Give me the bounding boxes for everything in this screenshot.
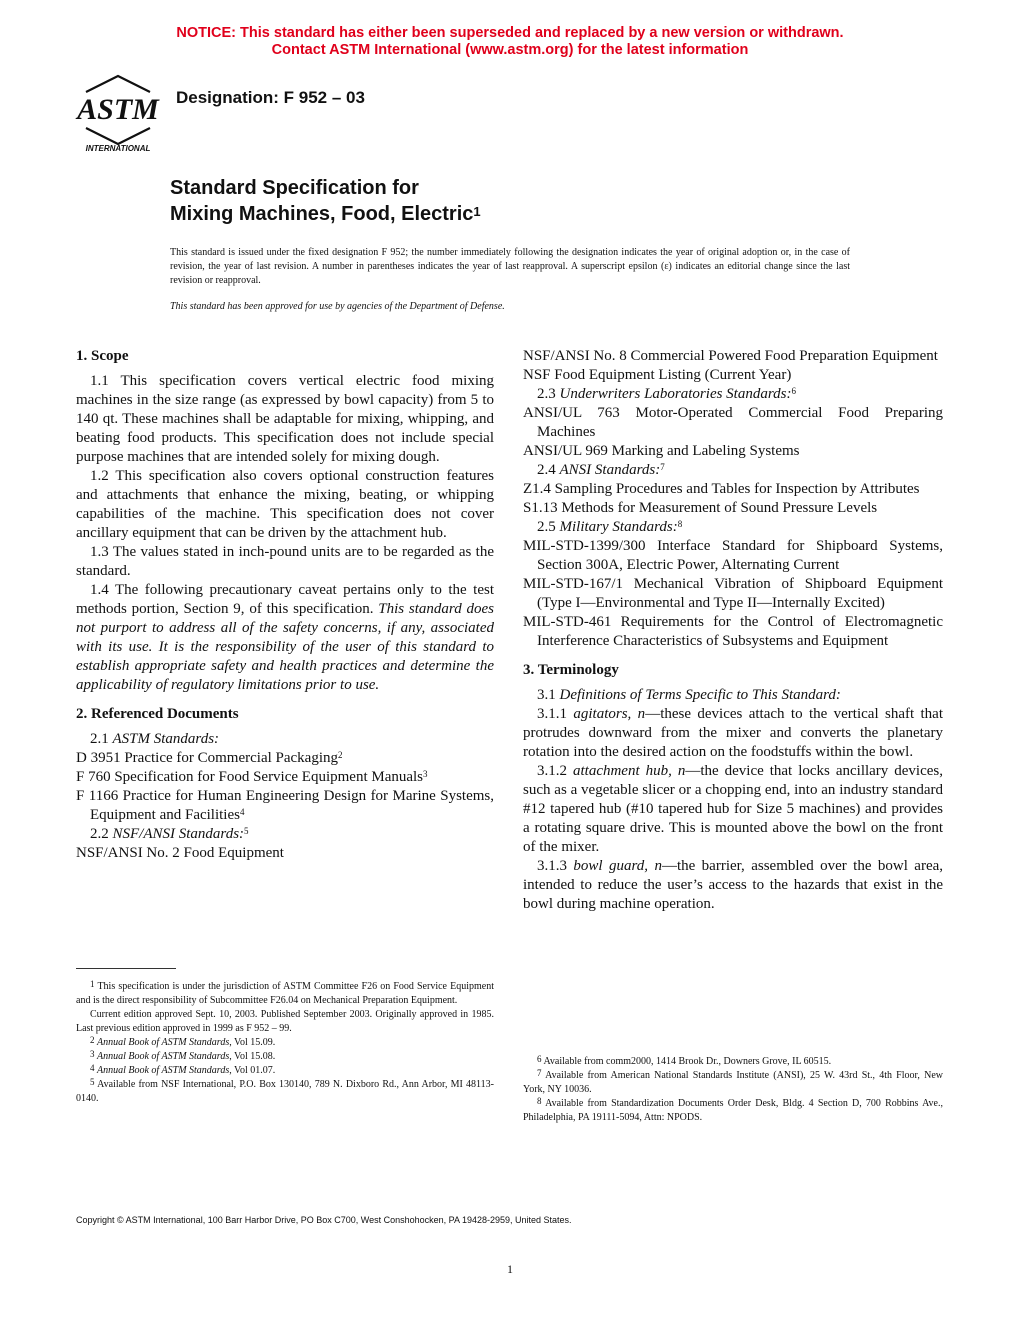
designation: Designation: F 952 – 03 [176, 88, 365, 107]
logo-letters: ASTM [77, 93, 159, 126]
footnote-7: $^7$ Available from American National Standards Institute (ANSI), 25 W. 43rd St., 4th Floor, New York, NY 10036. [523, 1068, 943, 1095]
footnote-1: $^1$ This specification is under the jurisdiction of ASTM Committee F26 on Food Service Equipment and is the direct responsibility of Subcommittee F26.04 on Mechanical Preparation Equipment. [76, 979, 494, 1006]
scope-heading: 1. Scope [76, 348, 129, 364]
notice-line-1: NOTICE: This standard has either been superseded and replaced by a new version or withdrawn. [176, 25, 844, 41]
scope-1-4: 1.4 The following precautionary caveat pertains only to the test methods portion, Section 9, of this specification. This standard does not purport to address all of the safety concerns, if any, associated with its use. It is the responsibility of the user of this standard to establish appropriate safety and health practices and determine the applicability of regulatory limitations prior to use. [76, 582, 494, 693]
references-heading: 2. Referenced Documents [76, 706, 239, 722]
ref-2-5: 2.5 Military Standards:$^8$ [537, 519, 683, 535]
term-3-1-1: 3.1.1 agitators, n—these devices attach to the vertical shaft that protrudes downward from the mixer and converts the planetary rotation into the desired action on the foodstuffs within the bowl. [523, 706, 943, 760]
issued-note: This standard is issued under the fixed designation F 952; the number immediately following the designation indicates the year of original adoption or, in the case of revision, the year of last revision. A number in parentheses indicates the year of last reapproval. A superscript epsilon (ε) indicates an editorial change since the last revision or reapproval. [170, 247, 850, 286]
footnote-4: $^4$ Annual Book of ASTM Standards, Vol 01.07. [90, 1063, 276, 1076]
footnote-6: $^6$ Available from comm2000, 1414 Brook Dr., Downers Grove, IL 60515. [537, 1054, 832, 1067]
ref-z14: Z1.4 Sampling Procedures and Tables for Inspection by Attributes [523, 481, 920, 497]
title-line-2: Mixing Machines, Food, Electric$^1$ [170, 203, 481, 225]
footnote-3: $^3$ Annual Book of ASTM Standards, Vol 15.08. [90, 1049, 276, 1062]
term-3-1-3: 3.1.3 bowl guard, n—the barrier, assembled over the bowl area, intended to reduce the user’s access to the hazards that exist in the bowl during machine operation. [523, 858, 944, 912]
logo-caption: INTERNATIONAL [85, 144, 151, 152]
ref-nsf-listing: NSF Food Equipment Listing (Current Year) [523, 367, 792, 383]
notice-line-2: Contact ASTM International (www.astm.org) for the latest information [271, 42, 749, 58]
footnote-rule-left [76, 968, 176, 969]
document-title [170, 175, 481, 227]
ref-ul763: ANSI/UL 763 Motor-Operated Commercial Food Preparing Machines [523, 405, 943, 440]
ref-f1166: F 1166 Practice for Human Engineering Design for Marine Systems, Equipment and Facilities$^4$ [76, 788, 494, 823]
footnote-8: $^8$ Available from Standardization Documents Order Desk, Bldg. 4 Section D, 700 Robbins Ave., Philadelphia, PA 19111-5094, Attn: NPODS. [523, 1096, 943, 1123]
term-3-1: 3.1 Definitions of Terms Specific to This Standard: [537, 687, 841, 703]
ref-2-1: 2.1 ASTM Standards: [90, 731, 220, 747]
ref-mil1399: MIL-STD-1399/300 Interface Standard for Shipboard Systems, Section 300A, Electric Power, Alternating Current [523, 538, 943, 573]
copyright: Copyright © ASTM International, 100 Barr Harbor Drive, PO Box C700, West Conshohocken, PA 19428-2959, United States. [76, 1215, 572, 1225]
ref-d3951: D 3951 Practice for Commercial Packaging$^2$ [76, 750, 343, 766]
scope-1-1: 1.1 This specification covers vertical electric food mixing machines in the size range (as expressed by bowl capacity) from 5 to 140 qt. These machines shall be adaptable for mixing, whipping, and beating food products. This specification does not include special purpose machines that are intended solely for mixing dough. [76, 373, 494, 465]
ref-mil461: MIL-STD-461 Requirements for the Control of Electromagnetic Interference Characteristics of Subsystems and Equipment [523, 614, 943, 649]
approved-note: This standard has been approved for use by agencies of the Department of Defense. [170, 301, 505, 312]
page-number: 1 [507, 1262, 513, 1276]
right-column [523, 347, 943, 914]
footnotes-left [76, 980, 494, 1106]
footnote-2: $^2$ Annual Book of ASTM Standards, Vol 15.09. [90, 1035, 276, 1048]
title-footnote-mark: 1 [473, 204, 481, 219]
footnote-1b: Current edition approved Sept. 10, 2003. Published September 2003. Originally approved in 1985. Last previous edition approved in 1999 as F 952 – 99. [76, 1009, 494, 1034]
ref-nsf2: NSF/ANSI No. 2 Food Equipment [76, 845, 284, 861]
ref-2-4: 2.4 ANSI Standards:$^7$ [537, 462, 665, 478]
ref-2-3: 2.3 Underwriters Laboratories Standards:$^6$ [537, 386, 796, 402]
ref-s113: S1.13 Methods for Measurement of Sound Pressure Levels [523, 500, 878, 516]
ref-2-2: 2.2 NSF/ANSI Standards:$^5$ [90, 826, 249, 842]
ref-nsf8: NSF/ANSI No. 8 Commercial Powered Food Preparation Equipment [523, 348, 938, 364]
scope-1-2: 1.2 This specification also covers optional construction features and attachments that enhance the mixing, beating, or whipping capabilities of the machine. This specification does not cover ancillary equipment that can be driven by the attachment hub. [76, 468, 494, 541]
terminology-heading: 3. Terminology [523, 662, 619, 678]
ref-f760: F 760 Specification for Food Service Equipment Manuals$^3$ [76, 769, 428, 785]
astm-logo [72, 72, 164, 152]
term-3-1-2: 3.1.2 attachment hub, n—the device that locks ancillary devices, such as a vegetable slicer or a chopping end, into an industry standard #12 tapered hub (#10 tapered hub for Size 5 machines) and provides a rotating square drive. This is mounted above the bowl on the front of the mixer. [523, 763, 944, 855]
withdrawal-notice [0, 25, 1020, 59]
title-line-1: Standard Specification for [170, 177, 419, 199]
ref-ul969: ANSI/UL 969 Marking and Labeling Systems [523, 443, 800, 459]
scope-1-3: 1.3 The values stated in inch-pound units are to be regarded as the standard. [76, 544, 494, 579]
ref-mil167: MIL-STD-167/1 Mechanical Vibration of Shipboard Equipment (Type I—Environmental and Type II—Internally Excited) [523, 576, 943, 611]
footnote-5: $^5$ Available from NSF International, P.O. Box 130140, 789 N. Dixboro Rd., Ann Arbor, MI 48113-0140. [76, 1077, 494, 1104]
left-column [76, 347, 494, 863]
footnotes-right [523, 1055, 943, 1125]
